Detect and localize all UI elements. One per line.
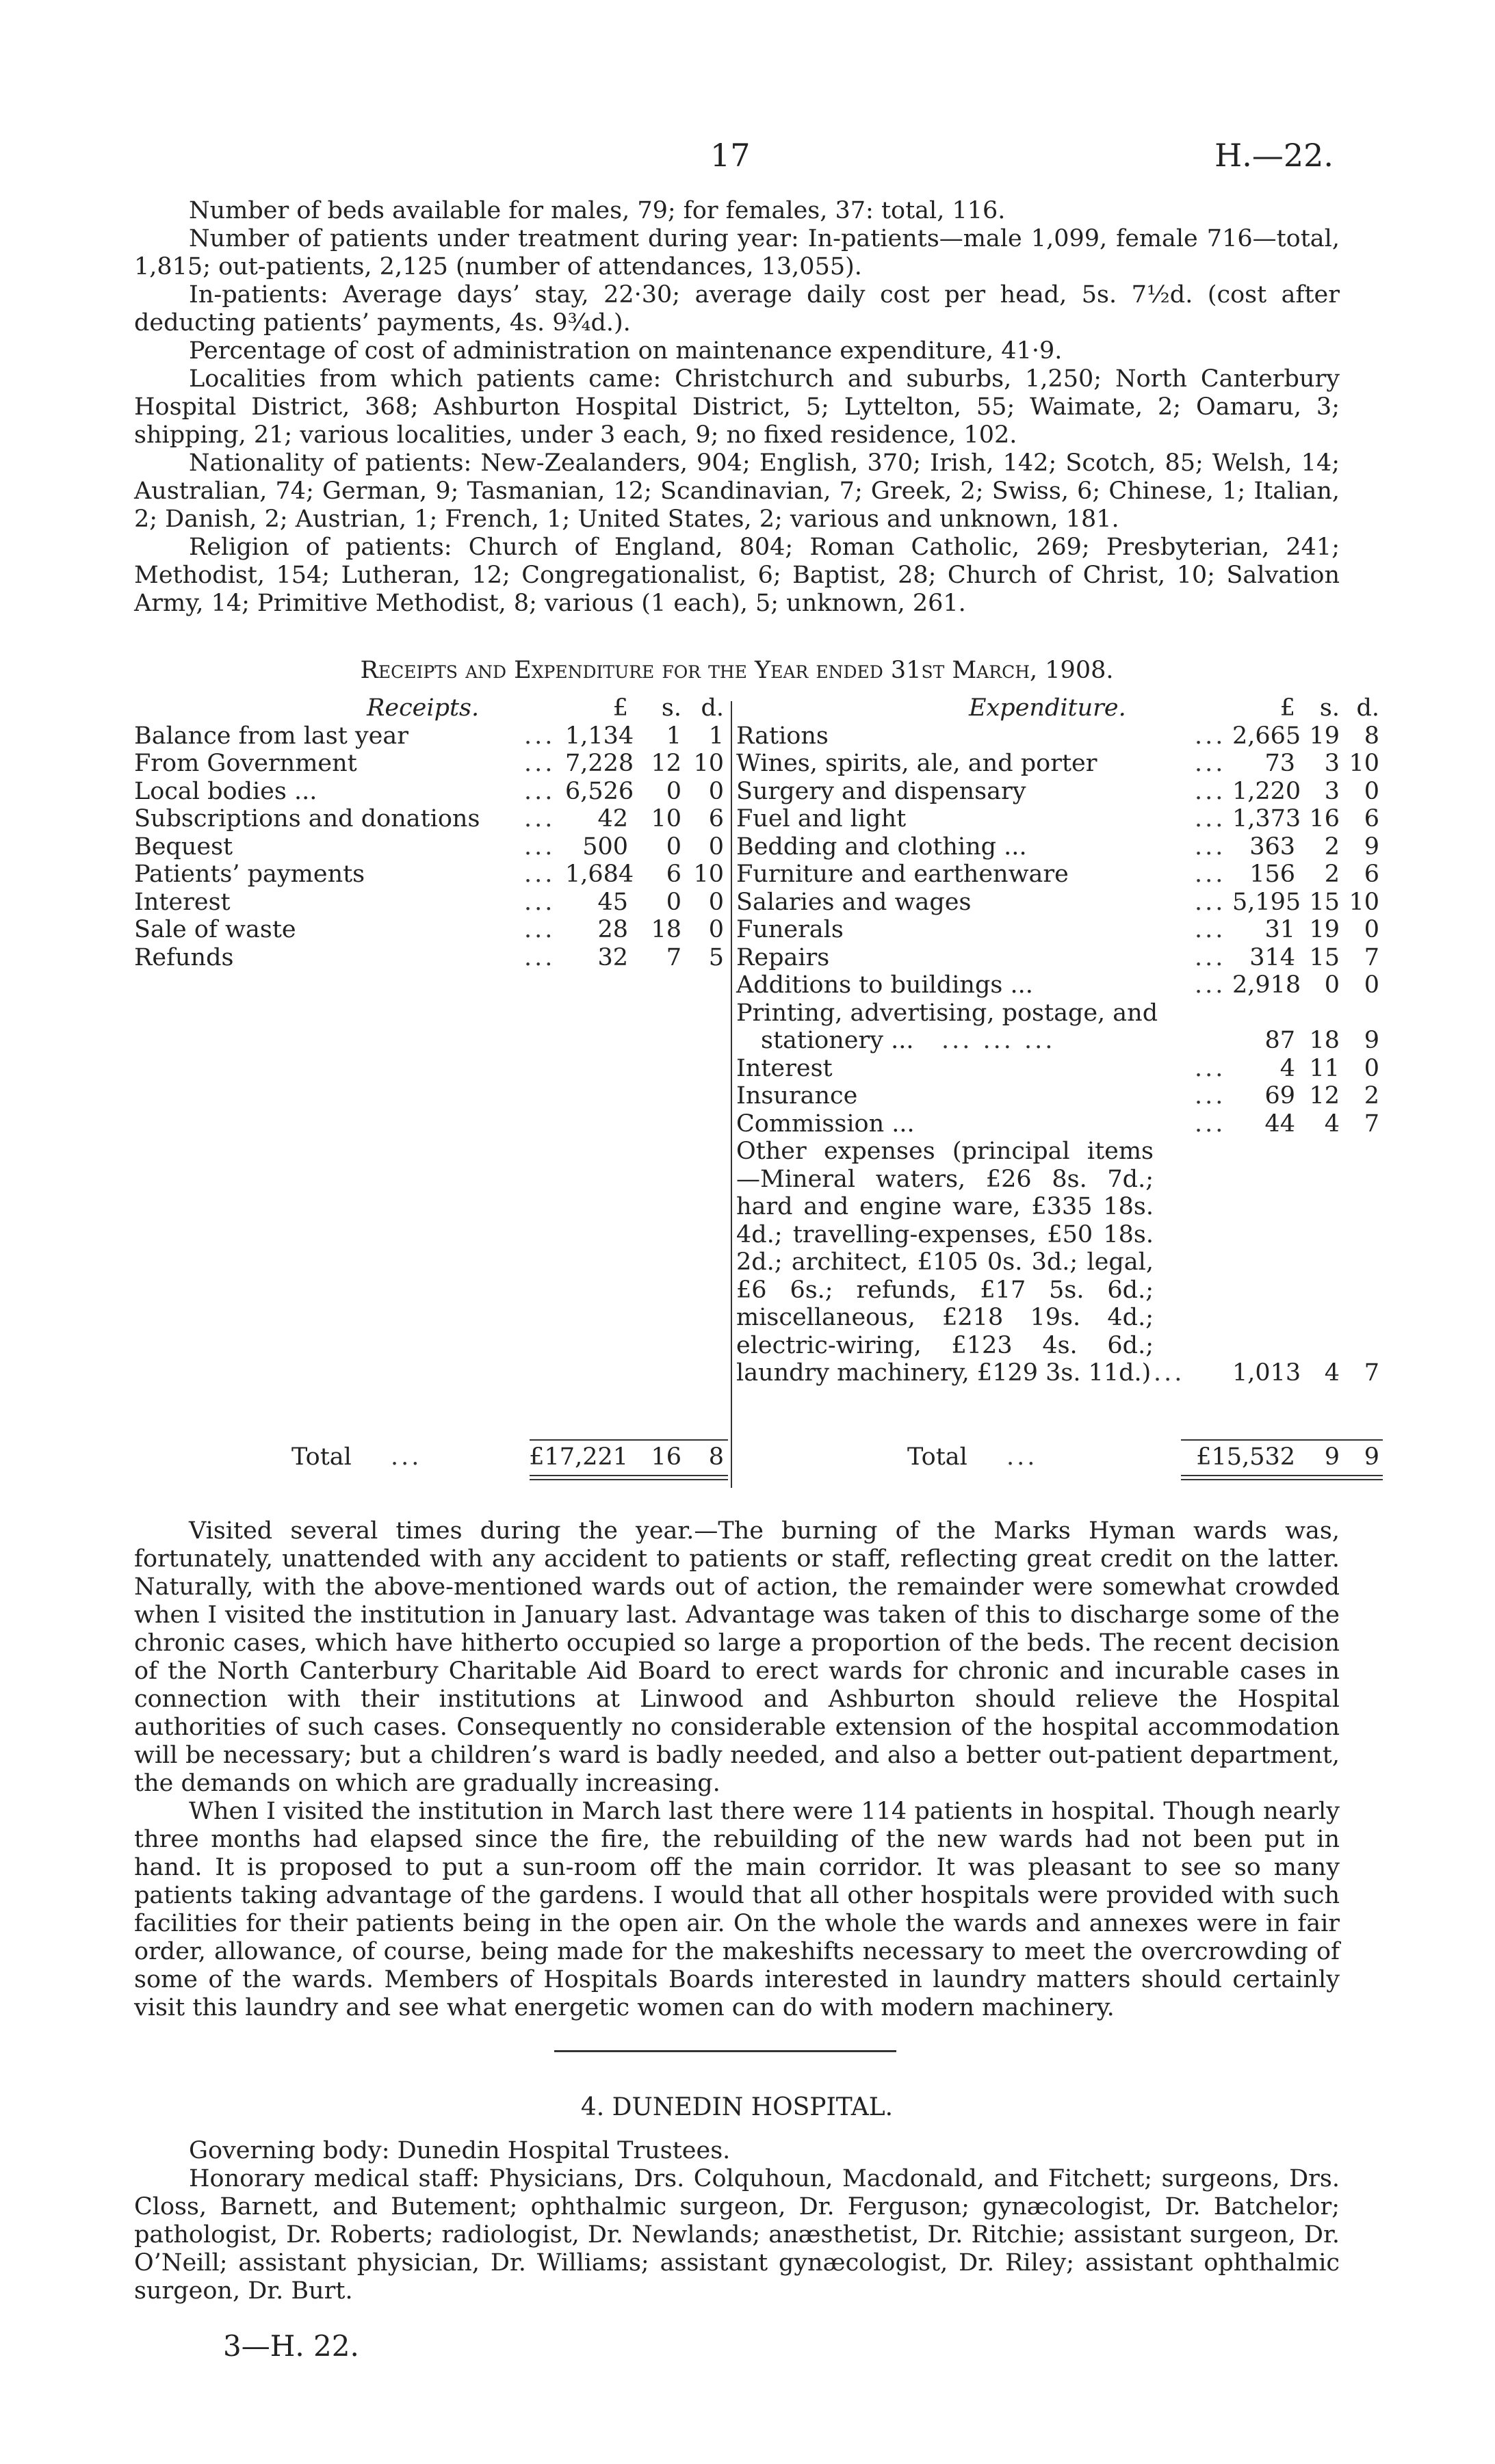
expenditure-label: stationery ... (761, 1027, 914, 1054)
expenditure-label: Salaries and wages (736, 888, 972, 916)
totals-row (134, 1443, 1379, 1474)
expenditure-column (736, 694, 1379, 1387)
receipts-total-rule (530, 1439, 728, 1441)
pence-value: 10 (693, 861, 724, 888)
shillings-value: 12 (1309, 1082, 1340, 1110)
expenditure-row (736, 916, 1379, 944)
expenditure-total-shillings: 9 (1324, 1443, 1340, 1471)
pounds-value: 4 (1279, 1054, 1295, 1082)
receipts-label: Patients’ payments (134, 861, 365, 888)
expenditure2-label: Insurance (736, 1082, 858, 1110)
pounds-value: 1,013 (1232, 1359, 1301, 1387)
pence-value: 9 (1364, 1027, 1379, 1054)
pence-value: 0 (708, 777, 724, 805)
pence-value: 5 (708, 943, 724, 971)
leader-dots: ... (1195, 971, 1226, 999)
receipts-row (134, 916, 728, 944)
pounds-value: 5,195 (1232, 888, 1301, 916)
pounds-value: 156 (1249, 861, 1295, 888)
expenditure-row (736, 971, 1379, 999)
expenditure-row-printing-2 (736, 1027, 1379, 1055)
pounds-header: £ (612, 694, 628, 722)
pounds-value: 1,220 (1232, 777, 1301, 805)
receipts-row (134, 944, 728, 972)
pounds-value: 73 (1264, 750, 1295, 777)
pence-value: 9 (1364, 833, 1379, 861)
expenditure-row (736, 888, 1379, 917)
expenditure2-row (736, 1082, 1379, 1110)
expenditure2-label: Interest (736, 1054, 833, 1082)
pounds-value: 44 (1264, 1110, 1295, 1138)
leader-dots: ... (524, 943, 556, 971)
expenditure2-row (736, 1110, 1379, 1138)
leader-dots: ... ... ... (941, 1027, 1056, 1054)
expenditure-total-rule (1181, 1439, 1383, 1441)
pounds-value: 1,373 (1232, 805, 1301, 833)
shillings-value: 2 (1324, 833, 1340, 861)
expenditure-row-printing-1 (736, 999, 1340, 1027)
shillings-value: 3 (1324, 777, 1340, 805)
shillings-value: 16 (1309, 805, 1340, 833)
shillings-value: 12 (651, 750, 681, 777)
leader-dots: ... (1154, 1359, 1185, 1387)
receipts-label: Refunds (134, 943, 234, 971)
shillings-value: 3 (1324, 750, 1340, 777)
leader-dots: ... (524, 916, 556, 943)
pounds-value: 31 (1264, 916, 1295, 943)
pence-value: 0 (1364, 1054, 1379, 1082)
pence-value: 10 (693, 750, 724, 777)
pence-header: d. (1356, 694, 1379, 722)
expenditure-label: Bedding and clothing ... (736, 833, 1027, 861)
receipts-row (134, 889, 728, 917)
leader-dots: ... (524, 750, 556, 777)
leader-dots: ... (1195, 888, 1226, 916)
leader-dots: ... (1195, 1110, 1226, 1138)
pence-value: 2 (1364, 1082, 1379, 1110)
stat-admin-cost: Percentage of cost of administration on maintenance expenditure, 41·9. (189, 337, 1063, 365)
pounds-header: £ (1279, 694, 1295, 722)
report-paragraph-2: When I visited the institution in March last there were 114 patients in hospital. Though nearly three months had elapsed since the fire, the rebuilding of the new wards had not been put in hand. It is proposed to put a sun-room off the main corridor. It was pleasant to see so many patients taking advantage of the gardens. I would that all other hospitals were provided with such facilities for their patients being in the open air. On the whole the wards and annexes were in fair order, allowance, of course, being made for the makeshifts necessary to meet the overcrowding of some of the wards. Members of Hospitals Boards interested in laundry matters should certainly visit this laundry and see what energetic women can do with modern machinery. (134, 1798, 1340, 2021)
expenditure-label: Additions to buildings ... (736, 971, 1033, 999)
shillings-value: 0 (1324, 971, 1340, 999)
receipts-row (134, 778, 728, 806)
pence-value: 0 (708, 916, 724, 943)
pounds-value: 6,526 (565, 777, 634, 805)
leader-dots: ... (1195, 916, 1226, 943)
ledger-title: Receipts and Expenditure for the Year ended 31st March, 1908. (360, 657, 1114, 684)
receipts-label: Local bodies ... (134, 777, 317, 805)
pence-value: 0 (1364, 916, 1379, 943)
receipts-double-rule-2 (530, 1479, 728, 1480)
expenditure-header-row (736, 694, 1379, 722)
pence-value: 7 (1364, 943, 1379, 971)
expenditure-heading: Expenditure. (969, 694, 1126, 722)
receipts-label: Balance from last year (134, 722, 408, 750)
pence-value: 0 (708, 833, 724, 861)
footer-signature: 3—H. 22. (223, 2329, 359, 2363)
shillings-value: 10 (651, 805, 681, 833)
stat-inpatients: In-patients: Average days’ stay, 22·30; average daily cost per head, 5s. 7½d. (cost after deducting patients’ payments, 4s. 9¾d.). (134, 281, 1340, 337)
expenditure-label: Fuel and light (736, 805, 907, 833)
pence-value: 0 (1364, 971, 1379, 999)
expenditure-total-pence: 9 (1364, 1443, 1379, 1471)
shillings-value: 11 (1309, 1054, 1340, 1082)
expenditure-label: Surgery and dispensary (736, 777, 1026, 805)
leader-dots: ... (524, 722, 556, 750)
receipts-label: From Government (134, 750, 357, 777)
expenditure-row (736, 861, 1379, 889)
pence-value: 8 (1364, 722, 1379, 750)
dunedin-governing-body: Governing body: Dunedin Hospital Trustees. (189, 2137, 731, 2164)
pounds-value: 2,665 (1232, 722, 1301, 750)
shillings-value: 19 (1309, 916, 1340, 943)
expenditure-double-rule-1 (1181, 1475, 1383, 1476)
pounds-value: 1,684 (565, 861, 634, 888)
document-reference: H.—22. (1214, 137, 1334, 174)
leader-dots: ... (1195, 777, 1226, 805)
receipts-label: Interest (134, 888, 231, 916)
receipts-row (134, 722, 728, 750)
shillings-value: 7 (666, 943, 681, 971)
expenditure-row (736, 943, 1379, 972)
shillings-value: 2 (1324, 861, 1340, 888)
pence-value: 6 (1364, 805, 1379, 833)
stat-patients: Number of patients under treatment during year: In-patients—male 1,099, female 716—total, 1,815; out-patients, 2,125 (number of attendances, 13,055). (134, 225, 1340, 280)
pence-value: 0 (708, 888, 724, 916)
receipts-heading: Receipts. (367, 694, 480, 722)
pence-value: 7 (1364, 1359, 1379, 1387)
receipts-label: Subscriptions and donations (134, 805, 480, 833)
pounds-value: 87 (1264, 1027, 1295, 1054)
expenditure-label: Furniture and earthenware (736, 861, 1069, 888)
receipts-row (134, 861, 728, 889)
expenditure2-label: Commission ... (736, 1110, 915, 1138)
dunedin-heading: 4. DUNEDIN HOSPITAL. (580, 2093, 894, 2121)
receipts-header-row (134, 694, 728, 722)
shillings-value: 15 (1309, 943, 1340, 971)
section-divider (554, 2050, 896, 2052)
pence-value: 10 (1349, 750, 1379, 777)
expenditure-label: Rations (736, 722, 829, 750)
expenditure-label: Printing, advertising, postage, and (736, 999, 1158, 1027)
page-number: 17 (710, 137, 751, 174)
expenditure-row (736, 750, 1379, 778)
expenditure-row (736, 722, 1379, 750)
receipts-total-pence: 8 (708, 1443, 724, 1471)
shillings-value: 0 (666, 777, 681, 805)
expenditure2-row (736, 1054, 1379, 1083)
report-paragraph-1: Visited several times during the year.—The burning of the Marks Hyman wards was, fortunately, unattended with any accident to patients or staff, reflecting great credit on the latter. Naturally, with the above-mentioned wards out of action, the remainder were somewhat crowded when I visited the institution in January last. Advantage was taken of this to discharge some of the chronic cases, which have hitherto occupied so large a proportion of the beds. The recent decision of the North Canterbury Charitable Aid Board to erect wards for chronic and incurable cases in connection with their institutions at Linwood and Ashburton should relieve the Hospital authorities of such cases. Consequently no considerable extension of the hospital accommodation will be necessary; but a children’s ward is badly needed, and also a better out-patient department, the demands on which are gradually increasing. (134, 1517, 1340, 1797)
pounds-value: 500 (582, 833, 628, 861)
expenditure-label: Wines, spirits, ale, and porter (736, 750, 1097, 777)
pounds-value: 32 (597, 943, 628, 971)
receipts-total-pounds: £17,221 (529, 1443, 628, 1471)
leader-dots: ... (524, 861, 556, 888)
receipts-total-shillings: 16 (651, 1443, 681, 1471)
leader-dots: ... (1195, 722, 1226, 750)
leader-dots: ... (524, 777, 556, 805)
expenditure-double-rule-2 (1181, 1479, 1383, 1480)
leader-dots: ... (524, 805, 556, 833)
leader-dots: ... (524, 833, 556, 861)
expenditure-row (736, 833, 1379, 861)
pounds-value: 1,134 (565, 722, 634, 750)
receipts-row (134, 805, 728, 833)
shillings-value: 4 (1324, 1359, 1340, 1387)
pounds-value: 314 (1249, 943, 1295, 971)
shillings-value: 18 (651, 916, 681, 943)
stat-localities: Localities from which patients came: Christchurch and suburbs, 1,250; North Canterbury Hospital District, 368; Ashburton Hospital District, 5; Lyttelton, 55; Waimate, 2; Oamaru, 3; shipping, 21; various localities, under 3 each, 9; no fixed residence, 102. (134, 365, 1340, 449)
stat-beds: Number of beds available for males, 79; for females, 37: total, 116. (189, 197, 1006, 224)
pence-value: 0 (1364, 777, 1379, 805)
shillings-value: 1 (666, 722, 681, 750)
pence-value: 1 (708, 722, 724, 750)
leader-dots: ... (1195, 833, 1226, 861)
shillings-value: 19 (1309, 722, 1340, 750)
pounds-value: 2,918 (1232, 971, 1301, 999)
shillings-header: s. (1319, 694, 1340, 722)
dunedin-medical-staff: Honorary medical staff: Physicians, Drs. Colquhoun, Macdonald, and Fitchett; surgeons, Drs. Closs, Barnett, and Butement; ophthalmic surgeon, Dr. Ferguson; gynæcologist, Dr. Batchelor; pathologist, Dr. Roberts; radiologist, Dr. Newlands; anæsthetist, Dr. Ritchie; assistant surgeon, Dr. O’Neill; assistant physician, Dr. Williams; assistant gynæcologist, Dr. Riley; assistant ophthalmic surgeon, Dr. Burt. (134, 2165, 1340, 2305)
leader-dots: ... (1195, 1054, 1226, 1082)
receipts-label: Sale of waste (134, 916, 296, 943)
pounds-value: 7,228 (565, 750, 634, 777)
shillings-value: 0 (666, 833, 681, 861)
expenditure-row (736, 805, 1379, 833)
pounds-value: 45 (597, 888, 628, 916)
pence-value: 7 (1364, 1110, 1379, 1138)
receipts-double-rule-1 (530, 1475, 728, 1476)
leader-dots: ... (1195, 943, 1226, 971)
pounds-value: 69 (1264, 1082, 1295, 1110)
receipts-column (134, 694, 728, 971)
shillings-value: 0 (666, 888, 681, 916)
other-expenses-text: Other expenses (principal items —Mineral waters, £26 8s. 7d.; hard and engine ware, £335 18s. 4d.; travelling-expenses, £50 18s. 2d.; architect, £105 0s. 3d.; legal, £6 6s.; refunds, £17 5s. 6d.; miscellaneous, £218 19s. 4d.; electric-wiring, £123 4s. 6d.; laundry machinery, £129 3s. 11d.) (736, 1138, 1154, 1387)
shillings-value: 15 (1309, 888, 1340, 916)
receipts-row (134, 833, 728, 861)
pence-value: 6 (1364, 861, 1379, 888)
receipts-total-label: Total (291, 1443, 352, 1471)
pounds-value: 363 (1249, 833, 1295, 861)
shillings-header: s. (661, 694, 681, 722)
receipts-label: Bequest (134, 833, 233, 861)
leader-dots: ... (391, 1443, 422, 1471)
expenditure-total-label: Total (907, 1443, 967, 1471)
shillings-value: 18 (1309, 1027, 1340, 1054)
receipts-row (134, 750, 728, 778)
expenditure-total-pounds: £15,532 (1196, 1443, 1295, 1471)
pounds-value: 28 (597, 916, 628, 943)
expenditure-label: Funerals (736, 916, 844, 943)
leader-dots: ... (1195, 805, 1226, 833)
pounds-value: 42 (597, 805, 628, 833)
leader-dots: ... (1195, 1082, 1226, 1110)
shillings-value: 4 (1324, 1110, 1340, 1138)
pence-value: 6 (708, 805, 724, 833)
stat-religion: Religion of patients: Church of England, 804; Roman Catholic, 269; Presbyterian, 241; Methodist, 154; Lutheran, 12; Congregationalist, 6; Baptist, 28; Church of Christ, 10; Salvation Army, 14; Primitive Methodist, 8; various (1 each), 5; unknown, 261. (134, 534, 1340, 617)
shillings-value: 6 (666, 861, 681, 888)
pence-value: 10 (1349, 888, 1379, 916)
pence-header: d. (701, 694, 724, 722)
expenditure-label: Repairs (736, 943, 830, 971)
leader-dots: ... (1006, 1443, 1038, 1471)
expenditure-row-other (736, 1138, 1379, 1387)
leader-dots: ... (1195, 750, 1226, 777)
leader-dots: ... (524, 888, 556, 916)
leader-dots: ... (1195, 861, 1226, 888)
stat-nationality: Nationality of patients: New-Zealanders, 904; English, 370; Irish, 142; Scotch, 85; Welsh, 14; Australian, 74; German, 9; Tasmanian, 12; Scandinavian, 7; Greek, 2; Swiss, 6; Chinese, 1; Italian, 2; Danish, 2; Austrian, 1; French, 1; United States, 2; various and unknown, 181. (134, 449, 1340, 533)
expenditure-row (736, 777, 1379, 806)
column-divider (731, 701, 732, 1488)
